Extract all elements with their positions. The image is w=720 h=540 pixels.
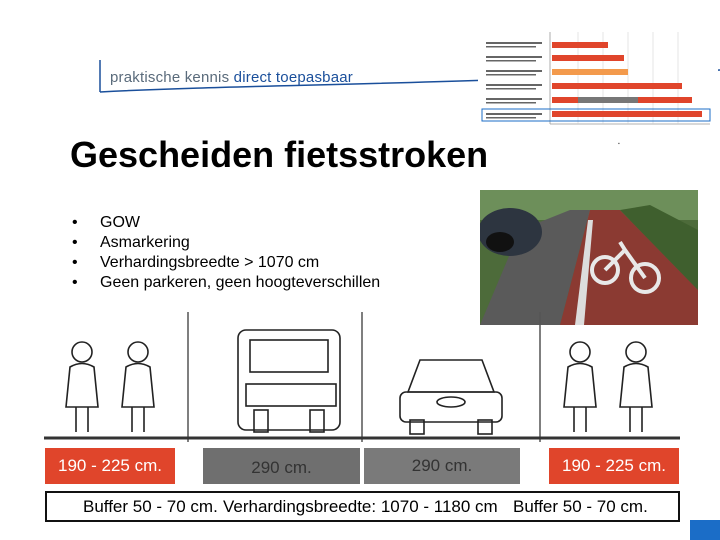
left-car-lane xyxy=(203,448,360,484)
buffer-width-bar xyxy=(45,491,680,522)
left-bike-lane-label: 190 - 225 cm. xyxy=(58,456,162,475)
bullet-item: • GOW xyxy=(72,213,380,233)
right-bike-lane-label: 190 - 225 cm. xyxy=(562,456,666,475)
buffer-left-label: Buffer 50 - 70 cm. xyxy=(83,497,218,516)
corner-accent xyxy=(690,520,720,540)
reference-chart-image xyxy=(478,20,718,150)
tagline-prefix: praktische kennis xyxy=(110,69,234,86)
svg-text:▪: ▪ xyxy=(618,141,620,147)
bullet-item: • Asmarkering xyxy=(72,233,380,253)
tagline-highlight: direct toepasbaar xyxy=(233,69,353,86)
bullet-item: • Verhardingsbreedte > 1070 cm xyxy=(72,253,380,273)
cycle-lane-photo xyxy=(480,190,698,325)
tagline xyxy=(110,69,353,86)
left-bike-lane xyxy=(45,448,175,484)
right-car-lane xyxy=(364,448,520,484)
buffer-right-label: Buffer 50 - 70 cm. xyxy=(513,497,648,516)
verharding-label: Verhardingsbreedte: 1070 - 1180 cm xyxy=(223,497,498,516)
right-car-lane-label: 290 cm. xyxy=(411,456,473,475)
bullet-list xyxy=(72,213,380,293)
left-car-lane-label: 290 cm. xyxy=(251,458,312,477)
bullet-item: • Geen parkeren, geen hoogteverschillen xyxy=(72,273,380,293)
slide-title: Gescheiden fietsstroken xyxy=(70,134,489,175)
right-bike-lane xyxy=(549,448,679,484)
